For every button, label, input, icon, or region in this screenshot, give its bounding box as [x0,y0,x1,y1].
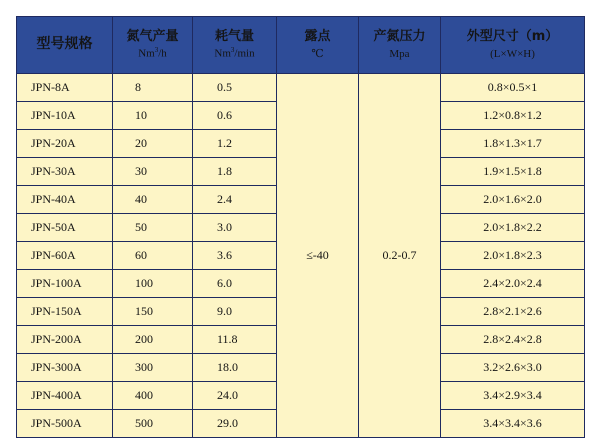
cell-size: 2.8×2.4×2.8 [441,326,585,354]
header-model: 型号规格 [17,17,113,74]
cell-model: JPN-20A [17,130,113,158]
cell-model: JPN-8A [17,74,113,102]
table-row [17,74,585,102]
cell-size: 2.8×2.1×2.6 [441,298,585,326]
cell-consumption: 29.0 [193,410,277,438]
cell-consumption: 3.6 [193,242,277,270]
cell-consumption: 3.0 [193,214,277,242]
header-consumption: 耗气量 Nm$^3$/min [193,17,277,74]
cell-size: 2.0×1.8×2.2 [441,214,585,242]
table-body [17,74,585,438]
cell-size: 3.4×3.4×3.6 [441,410,585,438]
cell-model: JPN-40A [17,186,113,214]
cell-flow: 20 [113,130,193,158]
cell-consumption: 1.8 [193,158,277,186]
cell-model: JPN-50A [17,214,113,242]
cell-flow: 8 [113,74,193,102]
cell-flow: 300 [113,354,193,382]
cell-consumption: 6.0 [193,270,277,298]
header-size: 外型尺寸（m） (L×W×H) [441,17,585,74]
cell-model: JPN-60A [17,242,113,270]
cell-flow: 10 [113,102,193,130]
cell-size: 1.9×1.5×1.8 [441,158,585,186]
cell-size: 1.8×1.3×1.7 [441,130,585,158]
header-flow-unit: Nm$^3$/h [138,46,167,60]
header-dew-point: 露点 ℃ [277,17,359,74]
cell-dew-point: ≤-40 [277,74,359,438]
cell-size: 0.8×0.5×1 [441,74,585,102]
cell-model: JPN-400A [17,382,113,410]
cell-flow: 500 [113,410,193,438]
cell-model: JPN-30A [17,158,113,186]
cell-flow: 30 [113,158,193,186]
cell-flow: 60 [113,242,193,270]
header-pressure: 产氮压力 Mpa [359,17,441,74]
cell-model: JPN-300A [17,354,113,382]
cell-flow: 150 [113,298,193,326]
header-consumption-unit: Nm$^3$/min [214,46,255,60]
cell-model: JPN-150A [17,298,113,326]
cell-flow: 400 [113,382,193,410]
cell-size: 3.4×2.9×3.4 [441,382,585,410]
cell-flow: 40 [113,186,193,214]
cell-consumption: 24.0 [193,382,277,410]
cell-model: JPN-200A [17,326,113,354]
cell-flow: 200 [113,326,193,354]
cell-consumption: 2.4 [193,186,277,214]
cell-size: 2.0×1.8×2.3 [441,242,585,270]
cell-size: 2.4×2.0×2.4 [441,270,585,298]
cell-consumption: 11.8 [193,326,277,354]
cell-model: JPN-500A [17,410,113,438]
cell-consumption: 0.6 [193,102,277,130]
cell-consumption: 18.0 [193,354,277,382]
cell-flow: 50 [113,214,193,242]
table-header [17,17,585,74]
cell-flow: 100 [113,270,193,298]
cell-model: JPN-10A [17,102,113,130]
cell-consumption: 1.2 [193,130,277,158]
header-flow: 氮气产量 Nm$^3$/h [113,17,193,74]
cell-size: 3.2×2.6×3.0 [441,354,585,382]
cell-size: 1.2×0.8×1.2 [441,102,585,130]
cell-consumption: 0.5 [193,74,277,102]
cell-consumption: 9.0 [193,298,277,326]
cell-size: 2.0×1.6×2.0 [441,186,585,214]
cell-pressure: 0.2-0.7 [359,74,441,438]
spec-table [16,16,585,438]
spec-sheet [16,16,584,436]
cell-model: JPN-100A [17,270,113,298]
